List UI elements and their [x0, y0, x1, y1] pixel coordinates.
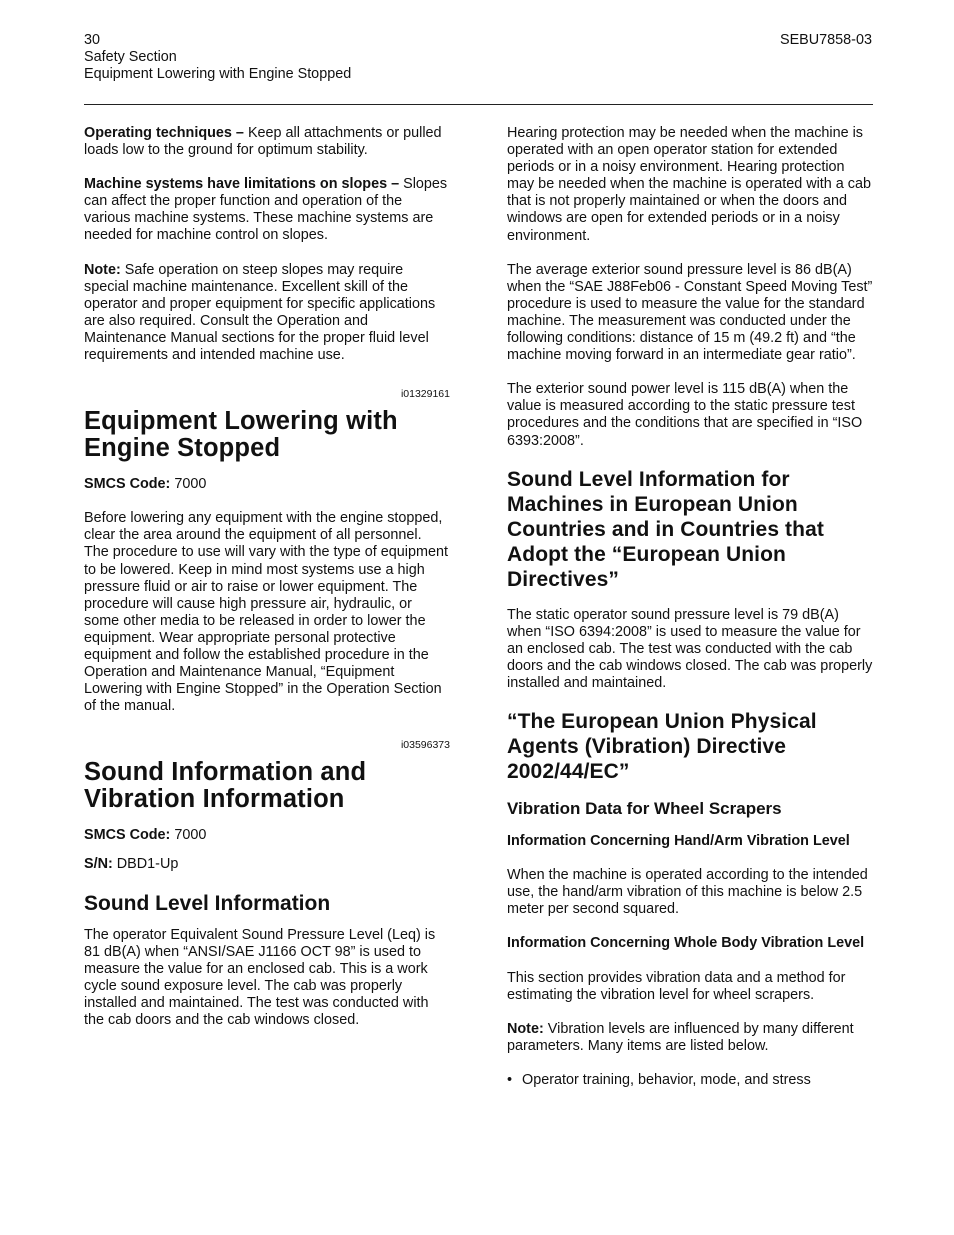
exterior-sound-power-paragraph: The exterior sound power level is 115 dB(A) when the value is measured according to the static pressure test procedures and the conditions that are specified in “ISO 6393:2008”. [507, 381, 863, 449]
hearing-protection-paragraph: Hearing protection may be needed when the machine is operated with an open operator station for extended periods or in a noisy environment. Hearing protection may be needed when the machine is operated with a cab that is not properly maintained or when the doors and windows are open for extended periods or in a noisy environment. [507, 125, 871, 244]
hand-arm-vibration-paragraph: When the machine is operated according to the intended use, the hand/arm vibration of this machine is below 2.5 meter per second squared. [507, 867, 868, 918]
operating-techniques-label: Operating techniques – [84, 125, 248, 141]
heading-sound-level-information: Sound Level Information [84, 891, 331, 915]
serial-number-line [84, 856, 450, 873]
document-id: SEBU7858-03 [779, 32, 872, 48]
smcs-code-label: SMCS Code: [84, 827, 175, 844]
page-header-left [84, 32, 351, 84]
operating-techniques-text: Keep all attachments or pulled loads low to the ground for optimum stability. [84, 125, 442, 159]
heading-hand-arm-vibration: Information Concerning Hand/Arm Vibration Level [507, 833, 850, 850]
header-divider [84, 104, 873, 105]
note-label: Note: [507, 1020, 548, 1037]
note-text: Safe operation on steep slopes may require special machine maintenance. Excellent skill of the operator and proper equipment for specific applications are also required. Consult the Operation and Maintenance Manual sections for the proper fluid level requirements and intended machine use. [84, 261, 436, 364]
note-label: Note: [84, 261, 125, 278]
subsection-title: Equipment Lowering with Engine Stopped [84, 66, 352, 83]
heading-vibration-data: Vibration Data for Wheel Scrapers [507, 799, 782, 819]
topic-id: i01329161 [400, 388, 450, 401]
slopes-text: Slopes can affect the proper function and operation of the various machine systems. These machine systems are needed for machine control on slopes. [84, 176, 448, 244]
equipment-lowering-paragraph: Before lowering any equipment with the engine stopped, clear the area around the equipment of all personnel. The procedure to use will vary with the type of equipment to be lowered. Keep in mind most systems use a high pressure fluid or air to raise or lower equipment. The procedure will cause high pressure air, hydraulic, or some other media to be released in order to lower the equipment. Wear appropriate personal protective equipment and follow the established procedure in the Operation and Maintenance Manual, “Equipment Lowering with Engine Stopped” in the Operation Section of the manual. [84, 510, 448, 715]
static-operator-sound-paragraph: The static operator sound pressure level is 79 dB(A) when “ISO 6394:2008” is used to measure the value for an enclosed cab. The test was conducted with the cab doors and the cab windows closed. The cab was properly installed and maintained. [507, 606, 873, 691]
slopes-label: Machine systems have limitations on slopes – [84, 176, 404, 193]
list-item: • Operator training, behavior, mode, and stress [507, 1072, 873, 1089]
heading-eu-sound-level: Sound Level Information for Machines in European Union Countries and in Countries that Adopt the “European Union Directives” [507, 467, 824, 591]
left-column [84, 125, 450, 1046]
serial-number-label: S/N: [84, 856, 117, 873]
parameter-list [507, 1072, 873, 1089]
right-column [507, 125, 873, 1089]
heading-whole-body-vibration: Information Concerning Whole Body Vibration Level [507, 935, 865, 952]
whole-body-vibration-paragraph: This section provides vibration data and a method for estimating the vibration level for wheel scrapers. [507, 969, 846, 1003]
vibration-note-paragraph [507, 1021, 873, 1055]
note-text: Vibration levels are influenced by many different parameters. Many items are listed below. [507, 1020, 854, 1054]
operator-sound-paragraph: The operator Equivalent Sound Pressure Level (Leq) is 81 dB(A) when “ANSI/SAE J1166 OCT 98” is used to measure the value for an enclosed cab. This is a work cycle sound exposure level. The cab was properly installed and maintained. The test was conducted with the cab doors and the cab windows closed. [84, 926, 436, 1028]
smcs-code-line [84, 827, 450, 844]
exterior-sound-pressure-paragraph: The average exterior sound pressure level is 86 dB(A) when the “SAE J88Feb06 - Constant Speed Moving Test” procedure is used to measure the value for the standard machine. The measurement was conducted under the following conditions: distance of 15 m (49.2 ft) and “the machine moving forward in an intermediate gear ratio”. [507, 261, 873, 364]
slopes-note-paragraph [84, 262, 450, 365]
heading-equipment-lowering: Equipment Lowering with Engine Stopped [84, 407, 398, 463]
topic-id: i03596373 [400, 739, 450, 752]
slopes-paragraph [84, 176, 450, 244]
page-number: 30 [84, 32, 101, 48]
smcs-code-value: 7000 [174, 476, 207, 493]
smcs-code-value: 7000 [174, 827, 207, 844]
operating-techniques-paragraph [84, 125, 450, 159]
section-title: Safety Section [84, 49, 177, 66]
heading-sound-vibration: Sound Information and Vibration Information [84, 758, 367, 814]
smcs-code-line [84, 476, 450, 493]
serial-number-value: DBD1-Up [116, 856, 179, 873]
smcs-code-label: SMCS Code: [84, 476, 175, 493]
heading-eu-vibration-directive: “The European Union Physical Agents (Vibration) Directive 2002/44/EC” [507, 710, 817, 784]
